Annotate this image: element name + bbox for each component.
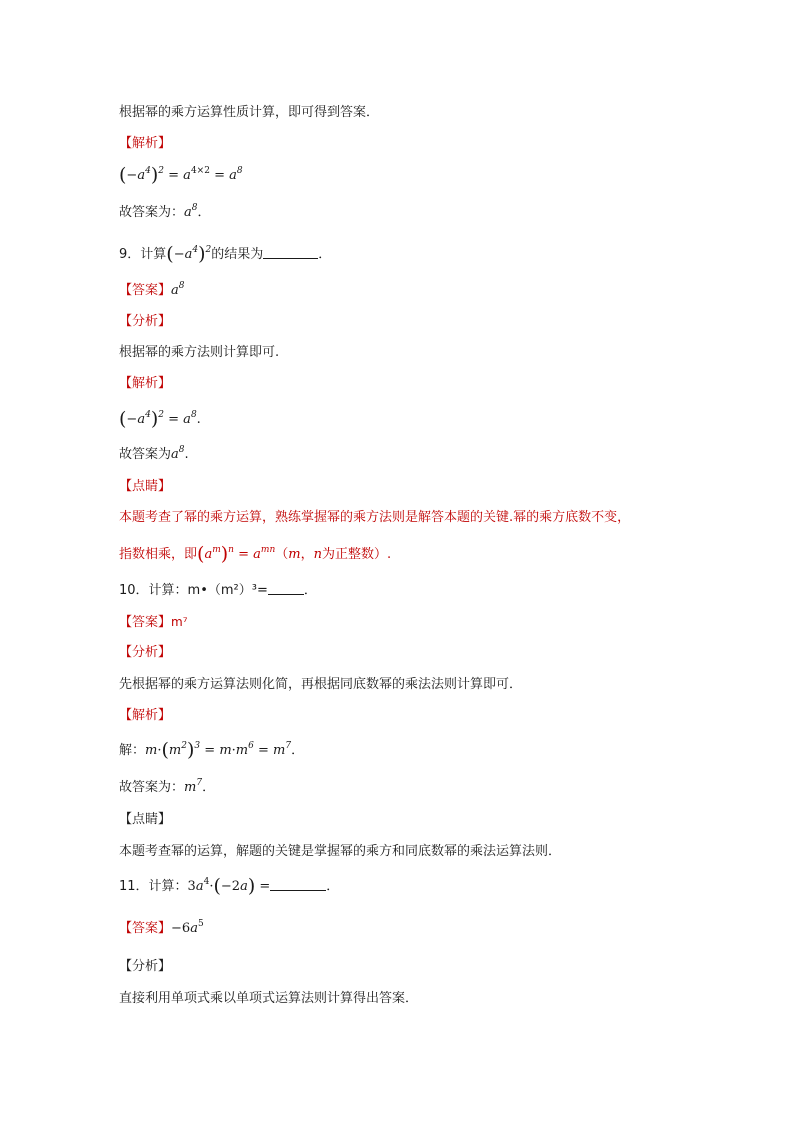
answer-q9: 【答案】$a^8$ — [119, 281, 185, 298]
section-heading-solution: 【解析】 — [119, 376, 172, 391]
remark-formula-q9: 指数相乘，即$(a^m)^n = a^{mn}(m$，n为正整数）. — [119, 543, 392, 565]
answer-q10: 【答案】m⁷ — [119, 615, 188, 630]
analysis-text-q11: 直接利用单项式乘以单项式运算法则计算得出答案． — [119, 991, 419, 1006]
answer-statement-q9: 故答案为$a^8$. — [119, 445, 189, 462]
analysis-text-q10: 先根据幂的乘方运算法则化简，再根据同底数幂的乘法法则计算即可． — [119, 677, 523, 692]
formula-q10-solution: 解：$m\cdot(m^2)^3 = m\cdot m^6 = m^7$． — [119, 739, 305, 761]
section-heading-solution: 【解析】 — [119, 136, 172, 151]
formula-q8-solution: $(-a^4)^2 = a^{4\times 2} = a^8$ — [119, 164, 243, 186]
section-heading-analysis: 【分析】 — [119, 314, 172, 329]
answer-q11: 【答案】$-6a^5$ — [119, 919, 204, 936]
answer-blank — [268, 582, 304, 595]
answer-blank — [270, 878, 326, 891]
remark-text-q9: 本题考查了幂的乘方运算，熟练掌握幂的乘方法则是解答本题的关键.幂的乘方底数不变， — [119, 510, 631, 525]
answer-blank — [263, 246, 318, 259]
section-heading-solution: 【解析】 — [119, 708, 172, 723]
answer-statement-q8: 故答案为：$a^8$． — [119, 203, 211, 220]
section-heading-remark: 【点睛】 — [119, 812, 172, 827]
question-10: 10．计算：m•（m²）³= ． — [119, 583, 317, 598]
section-heading-analysis: 【分析】 — [119, 645, 172, 660]
remark-text-q10: 本题考查幂的运算，解题的关键是掌握幂的乘方和同底数幂的乘法运算法则． — [119, 844, 562, 859]
analysis-text-q9: 根据幂的乘方法则计算即可. — [119, 345, 280, 360]
analysis-text-q8: 根据幂的乘方运算性质计算，即可得到答案． — [119, 105, 380, 120]
section-heading-analysis: 【分析】 — [119, 959, 172, 974]
formula-q9-solution: $(-a^4)^2 = a^8$. — [119, 408, 201, 430]
section-heading-remark: 【点睛】 — [119, 479, 172, 494]
answer-statement-q10: 故答案为：$m^7$． — [119, 778, 216, 795]
question-11: 11．计算：$3a^4\cdot(-2a)$ = ． — [119, 875, 340, 897]
question-9: 9．计算$(-a^4)^2$的结果为 ． — [119, 243, 332, 265]
